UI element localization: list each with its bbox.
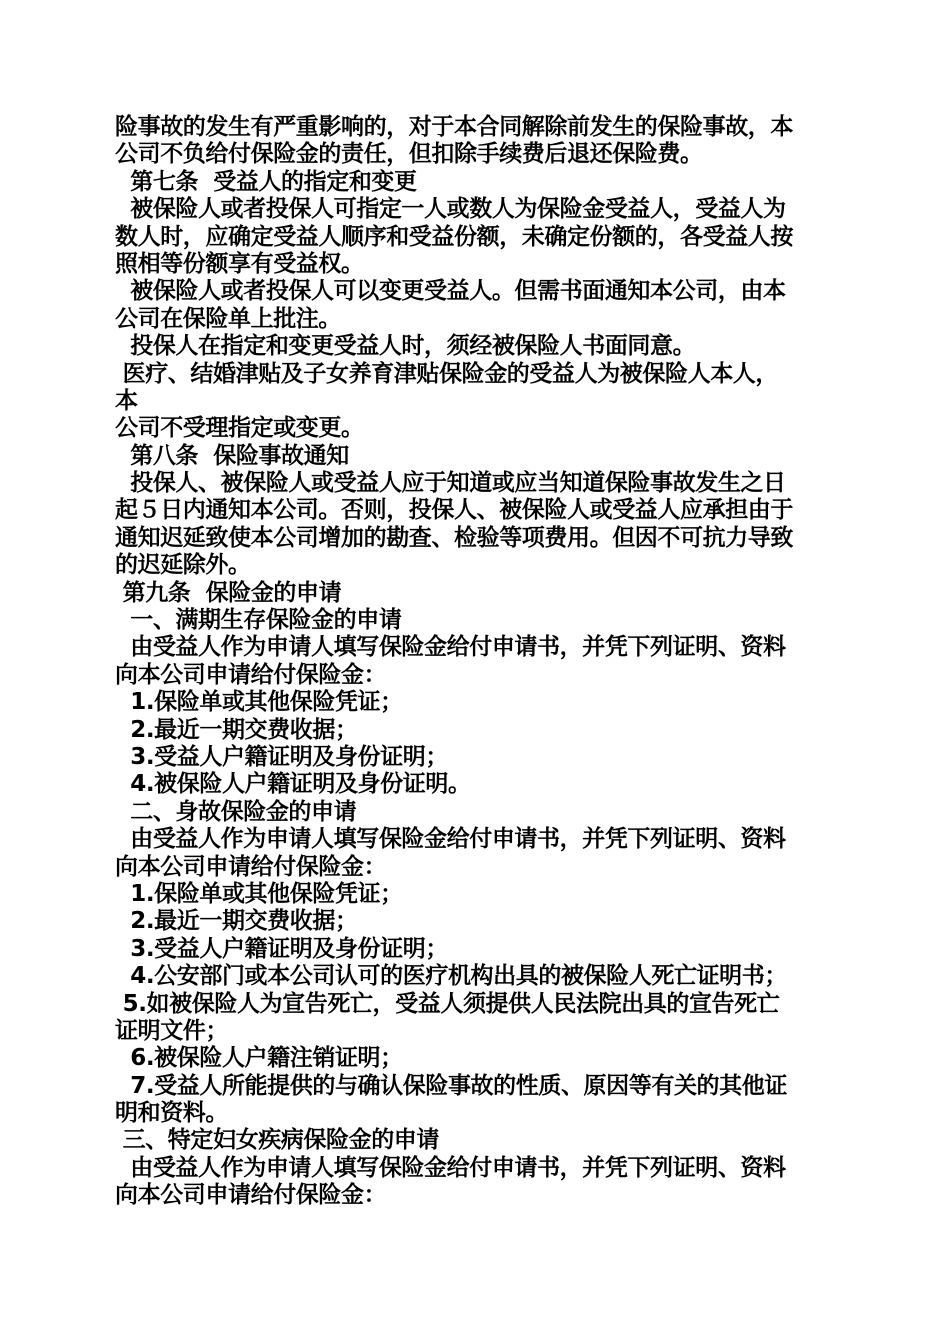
list-item: 4.公安部门或本公司认可的医疗机构出具的被保险人死亡证明书； bbox=[115, 963, 787, 990]
text-line: 公司不受理指定或变更。 bbox=[115, 415, 364, 442]
text-line: 照相等份额享有受益权。 bbox=[115, 250, 364, 277]
text-line: 投保人在指定和变更受益人时，须经被保险人书面同意。 bbox=[115, 333, 696, 360]
text-line: 向本公司申请给付保险金： bbox=[115, 661, 387, 688]
text-line: 数人时，应确定受益人顺序和受益份额，未确定份额的，各受益人按 bbox=[115, 223, 794, 250]
text-line: 公司不负给付保险金的责任，但扣除手续费后退还保险费。 bbox=[115, 141, 703, 168]
subsection-heading: 三、特定妇女疾病保险金的申请 bbox=[115, 1127, 440, 1154]
list-item: 1.保险单或其他保险凭证； bbox=[115, 880, 403, 907]
text-line: 向本公司申请给付保险金： bbox=[115, 853, 387, 880]
text-line: 被保险人或者投保人可以变更受益人。但需书面通知本公司，由本 bbox=[115, 278, 786, 305]
text-line: 向本公司申请给付保险金： bbox=[115, 1182, 387, 1209]
list-item: 3.受益人户籍证明及身份证明； bbox=[115, 743, 448, 770]
text-line: 证明文件； bbox=[115, 1017, 229, 1044]
text-line: 险事故的发生有严重影响的，对于本合同解除前发生的保险事故，本 bbox=[115, 114, 794, 140]
text-line: 本 bbox=[115, 387, 138, 414]
list-item: 2.最近一期交费收据； bbox=[115, 716, 358, 743]
text-line: 通知迟延致使本公司增加的勘查、检验等项费用。但因不可抗力导致 bbox=[115, 524, 794, 551]
section-heading: 第八条 保险事故通知 bbox=[115, 442, 349, 469]
text-line: 被保险人或者投保人可指定一人或数人为保险金受益人，受益人为 bbox=[115, 196, 786, 223]
document-page bbox=[115, 114, 845, 1210]
section-heading: 第七条 受益人的指定和变更 bbox=[115, 168, 417, 195]
subsection-heading: 一、满期生存保险金的申请 bbox=[115, 607, 402, 634]
list-item: 6.被保险人户籍注销证明； bbox=[115, 1045, 403, 1072]
list-item: 5.如被保险人为宣告死亡，受益人须提供人民法院出具的宣告死亡 bbox=[115, 990, 780, 1017]
list-item: 2.最近一期交费收据； bbox=[115, 908, 358, 935]
text-line: 由受益人作为申请人填写保险金给付申请书，并凭下列证明、资料 bbox=[115, 634, 786, 661]
subsection-heading: 二、身故保险金的申请 bbox=[115, 798, 357, 825]
text-line: 由受益人作为申请人填写保险金给付申请书，并凭下列证明、资料 bbox=[115, 826, 786, 853]
section-heading: 第九条 保险金的申请 bbox=[115, 579, 342, 606]
list-item: 4.被保险人户籍证明及身份证明。 bbox=[115, 771, 471, 798]
list-item: 3.受益人户籍证明及身份证明； bbox=[115, 935, 448, 962]
text-line: 明和资料。 bbox=[115, 1100, 229, 1127]
text-line: 医疗、结婚津贴及子女养育津贴保险金的受益人为被保险人本人， bbox=[115, 360, 779, 387]
text-line: 公司在保险单上批注。 bbox=[115, 305, 342, 332]
text-line: 的迟延除外。 bbox=[115, 552, 251, 579]
list-item: 7.受益人所能提供的与确认保险事故的性质、原因等有关的其他证 bbox=[115, 1072, 787, 1099]
list-item: 1.保险单或其他保险凭证； bbox=[115, 689, 403, 716]
text-line: 投保人、被保险人或受益人应于知道或应当知道保险事故发生之日 bbox=[115, 470, 786, 497]
text-line: 由受益人作为申请人填写保险金给付申请书，并凭下列证明、资料 bbox=[115, 1154, 786, 1181]
text-line: 起５日内通知本公司。否则，投保人、被保险人或受益人应承担由于 bbox=[115, 497, 794, 524]
